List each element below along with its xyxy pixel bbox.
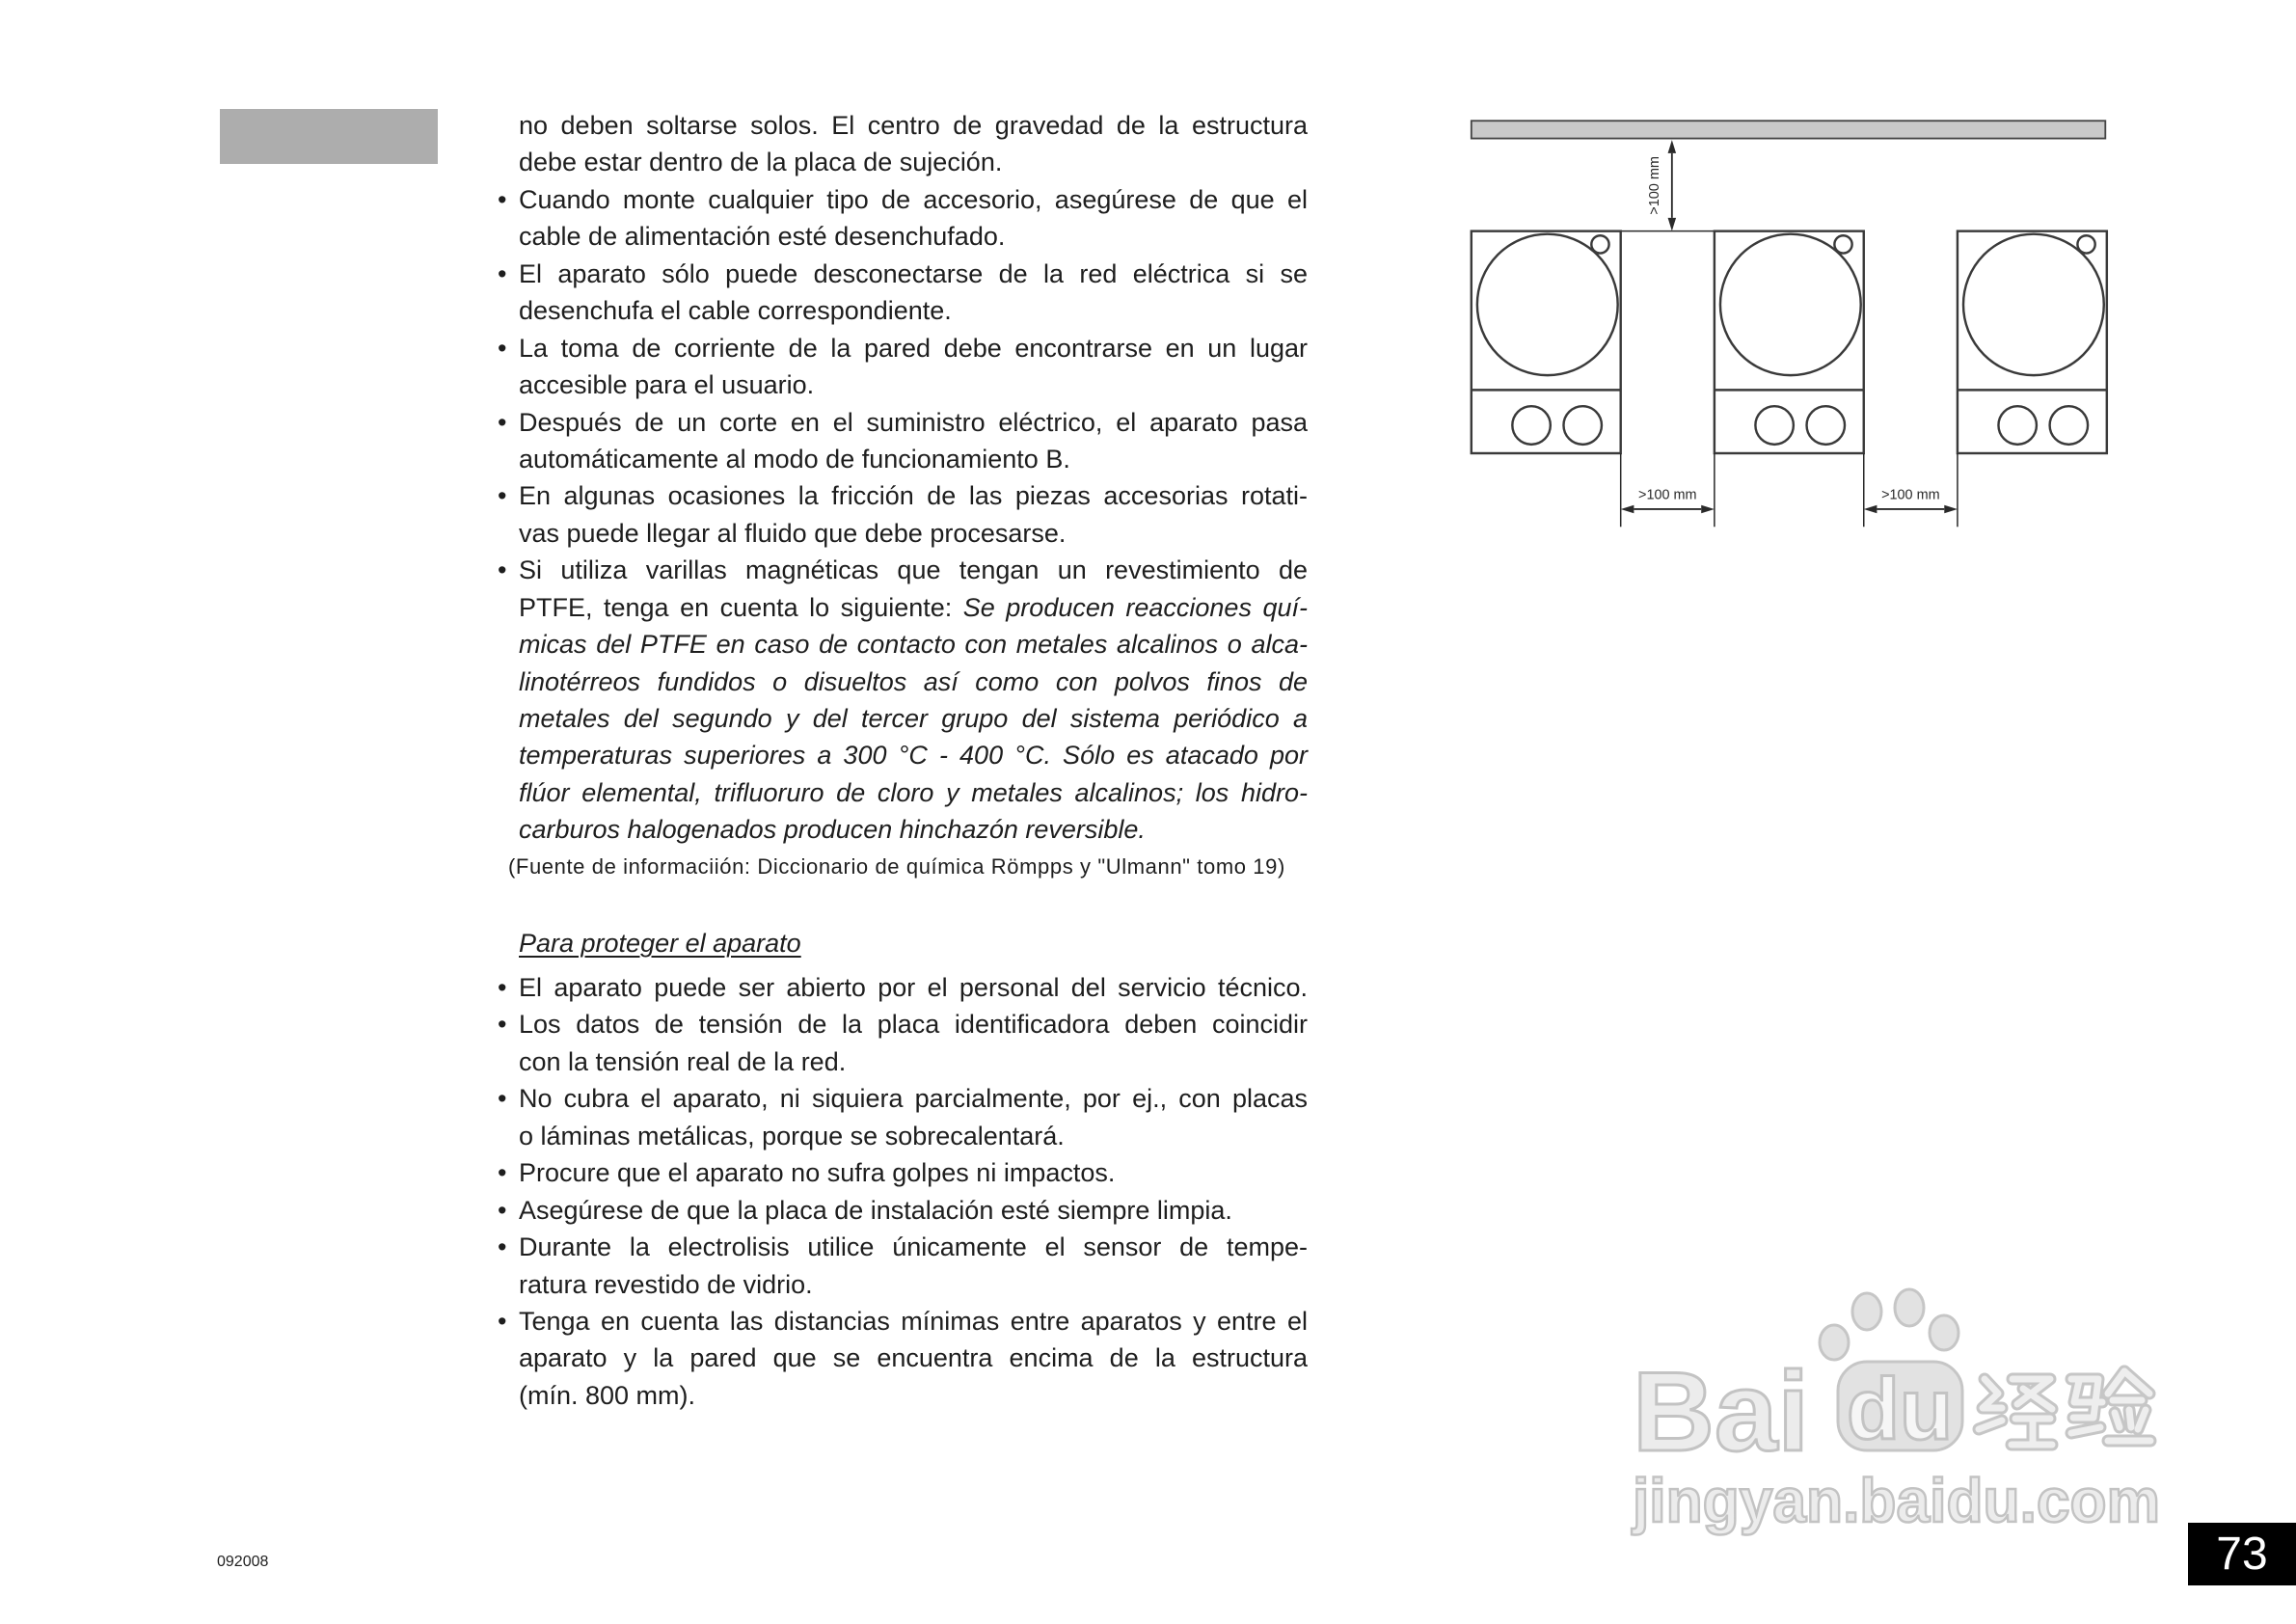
text-line: [519, 366, 1308, 403]
line-text: PTFE, tenga en cuenta lo siguiente:: [519, 592, 953, 622]
indicator-lamp: [2077, 235, 2094, 253]
installation-spacing-diagram: [1446, 106, 2121, 540]
line-text: no deben soltarse solos. El centro de gravedad de la estructura: [519, 111, 1308, 140]
stirrer-device: [1715, 231, 1864, 453]
wall-clearance-dimension: [1621, 140, 1715, 231]
heating-plate: [1477, 234, 1618, 375]
italic-text: linotérreos fundidos o disueltos así como con polvos finos de: [519, 666, 1308, 696]
line-text: desenchufa el cable correspondiente.: [519, 296, 952, 326]
heating-plate: [1963, 234, 2104, 375]
line-text: Los datos de tensión de la placa identificadora deben coincidir: [519, 1010, 1308, 1040]
bullet: •: [498, 973, 507, 1002]
device-housing: [1958, 231, 2107, 453]
line-text: La toma de corriente de la pared debe encontrarse en un lugar: [519, 333, 1308, 363]
bullet: •: [498, 1195, 507, 1225]
text-line: [519, 1340, 1308, 1376]
arrowhead-up-icon: [1668, 140, 1677, 153]
bullet: •: [498, 1232, 507, 1262]
italic-text: flúor elemental, trifluoruro de cloro y metales alcalinos; los hidro-: [519, 777, 1308, 807]
text-line: [519, 1266, 1308, 1303]
text-line: [519, 515, 1308, 552]
italic-text: carburos halogenados producen hinchazón reversible.: [519, 815, 1146, 845]
bullet: •: [498, 1084, 507, 1114]
bullet: •: [498, 333, 507, 363]
line-text: Si utiliza varillas magnéticas que tengan un revestimiento de: [519, 555, 1308, 585]
italic-text: micas del PTFE en caso de contacto con metales alcalinos o alca-: [519, 630, 1308, 660]
arrowhead-right-icon: [1944, 505, 1958, 514]
bullet: •: [498, 184, 507, 214]
text-line: [519, 700, 1308, 737]
list-item: [498, 330, 1308, 366]
text-line: [519, 811, 1308, 848]
control-knob: [2050, 406, 2088, 445]
indicator-lamp: [1834, 235, 1851, 253]
arrowhead-left-icon: [1864, 505, 1877, 514]
line-text: Procure que el aparato no sufra golpes ni impactos.: [519, 1158, 1116, 1188]
control-knob: [1807, 406, 1845, 445]
page-number: 73: [2188, 1523, 2296, 1585]
watermark: [1620, 1273, 2189, 1553]
text-line: [519, 218, 1308, 255]
watermark-brand-text: Bai: [1633, 1348, 1809, 1475]
list-item: [498, 969, 1308, 1006]
arrowhead-down-icon: [1668, 218, 1677, 231]
italic-text: metales del segundo y del tercer grupo del sistema periódico a: [519, 704, 1308, 733]
section-tab: [220, 109, 438, 164]
line-text: No cubra el aparato, ni siquiera parcialmente, por ej., con placas: [519, 1084, 1308, 1114]
safety-section: [498, 107, 1308, 885]
list-item: [498, 1154, 1308, 1191]
list-item: [498, 1229, 1308, 1265]
text-line: [519, 107, 1308, 144]
line-text: En algunas ocasiones la fricción de las piezas accesorias rotati-: [519, 481, 1308, 511]
line-text: Durante la electrolisis utilice únicamente el sensor de tempe-: [519, 1232, 1308, 1262]
heading-text: Para proteger el aparato: [519, 929, 801, 958]
bullet: •: [498, 1010, 507, 1040]
text-line: [519, 1377, 1308, 1414]
line-text: Después de un corte en el suministro eléctrico, el aparato pasa: [519, 407, 1308, 437]
line-text: accesible para el usuario.: [519, 370, 815, 400]
list-item: [498, 404, 1308, 441]
list-item: [498, 1006, 1308, 1042]
text-line: [519, 441, 1308, 477]
indicator-lamp: [1591, 235, 1608, 253]
text-line: [519, 1043, 1308, 1080]
line-text: (mín. 800 mm).: [519, 1380, 696, 1410]
line-text: (Fuente de informaciión: Diccionario de química Römpps y "Ulmann" tomo 19): [508, 853, 1285, 879]
bullet: •: [498, 481, 507, 511]
control-knob: [1998, 406, 2036, 445]
text-line: [519, 774, 1308, 811]
control-knob: [1512, 406, 1550, 445]
list-item: [498, 181, 1308, 218]
list-item: [498, 1303, 1308, 1340]
text-line: [519, 626, 1308, 663]
italic-text: temperaturas superiores a 300 °C - 400 °C. Sólo es atacado por: [519, 741, 1308, 771]
line-text: debe estar dentro de la placa de sujeción.: [519, 148, 1003, 177]
line-text: Asegúrese de que la placa de instalación esté siempre limpia.: [519, 1195, 1232, 1225]
text-line: [519, 144, 1308, 180]
heating-plate: [1720, 234, 1861, 375]
bullet: •: [498, 555, 507, 585]
line-text: El aparato sólo puede desconectarse de la red eléctrica si se: [519, 258, 1308, 288]
document-code: 092008: [217, 1554, 269, 1570]
arrowhead-right-icon: [1701, 505, 1715, 514]
wall: [1472, 121, 2105, 138]
arrowhead-left-icon: [1621, 505, 1634, 514]
bullet: •: [498, 407, 507, 437]
wall-clearance-label: >100 mm: [1647, 156, 1663, 215]
list-item: [498, 1192, 1308, 1229]
stirrer-device: [1472, 231, 1621, 453]
line-text: Tenga en cuenta las distancias mínimas entre aparatos y entre el: [519, 1306, 1308, 1336]
list-item: [498, 1080, 1308, 1117]
protect-section: [498, 969, 1308, 1414]
section-heading: [519, 925, 1308, 961]
watermark-url: jingyan.baidu.com: [1632, 1466, 2160, 1535]
line-text: o láminas metálicas, porque se sobrecalentará.: [519, 1121, 1065, 1150]
spacing-label-right: >100 mm: [1881, 487, 1940, 503]
list-item: [498, 477, 1308, 514]
list-item: [498, 256, 1308, 292]
text-line: [519, 737, 1308, 773]
stirrer-device: [1958, 231, 2107, 453]
control-knob: [1755, 406, 1793, 445]
line-text: vas puede llegar al fluido que debe procesarse.: [519, 518, 1067, 548]
watermark-cjk-logotype: [1979, 1371, 2150, 1445]
control-knob: [1563, 406, 1601, 445]
bullet: •: [498, 258, 507, 288]
line-text: Cuando monte cualquier tipo de accesorio, asegúrese de que el: [519, 184, 1308, 214]
line-text: automáticamente al modo de funcionamiento B.: [519, 444, 1070, 474]
text-line: [519, 1118, 1308, 1154]
line-text: ratura revestido de vidrio.: [519, 1269, 813, 1299]
line-text: con la tensión real de la red.: [519, 1046, 847, 1076]
text-line: [519, 589, 1308, 626]
list-item: [498, 552, 1308, 588]
device-housing: [1472, 231, 1621, 453]
spacing-label-left: >100 mm: [1638, 487, 1697, 503]
text-line: [519, 663, 1308, 700]
bullet: •: [498, 1306, 507, 1336]
line-text: El aparato puede ser abierto por el personal del servicio técnico.: [519, 973, 1308, 1002]
watermark-brand-text: du: [1847, 1362, 1953, 1458]
bullet: •: [498, 1158, 507, 1188]
line-text: cable de alimentación esté desenchufado.: [519, 222, 1006, 252]
device-housing: [1715, 231, 1864, 453]
italic-text: Se producen reacciones quí-: [962, 592, 1308, 622]
line-text: aparato y la pared que se encuentra encima de la estructura: [519, 1343, 1308, 1373]
text-line: [519, 292, 1308, 329]
source-note: [508, 849, 1308, 885]
